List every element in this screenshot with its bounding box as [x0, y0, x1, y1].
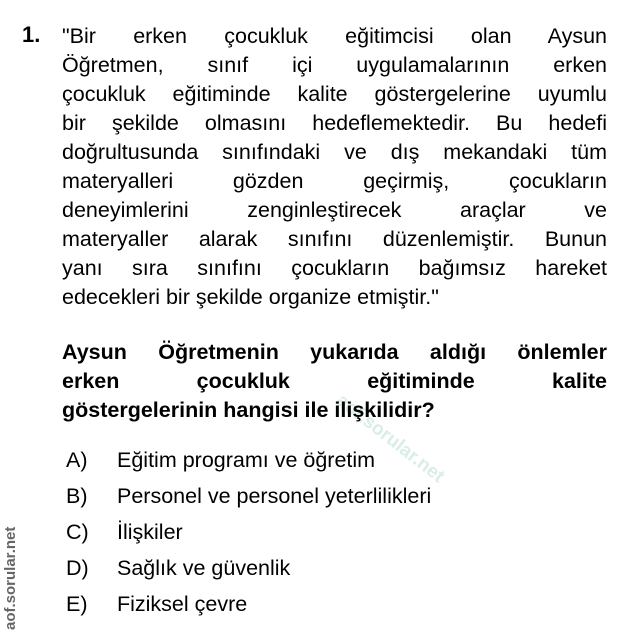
- passage-line: edecekleri bir şekilde organize etmiştir.": [62, 285, 439, 309]
- side-watermark: aof.sorular.net: [2, 526, 19, 630]
- option-text: Personel ve personel yeterlilikleri: [117, 484, 432, 508]
- passage-line: çocukluk eğitiminde kalite göstergelerine uyumlu: [62, 82, 607, 106]
- question-number: 1.: [22, 22, 41, 47]
- passage-line: bir şekilde olmasını hedeflemektedir. Bu hedefi: [62, 111, 607, 135]
- passage-line: materyalleri gözden geçirmiş, çocukların: [62, 169, 607, 193]
- option-a[interactable]: [66, 445, 431, 481]
- watermark: aof.sorular.net: [332, 390, 449, 488]
- question-line: göstergelerinin hangisi ile ilişkilidir?: [62, 398, 435, 422]
- answer-options: [66, 445, 431, 625]
- option-letter: C): [66, 520, 89, 544]
- option-text: İlişkiler: [117, 520, 183, 544]
- passage-line: deneyimlerini zenginleştirecek araçlar ve: [62, 198, 607, 222]
- question-line: erken çocukluk eğitiminde kalite: [62, 369, 607, 393]
- passage-line: Öğretmen, sınıf içi uygulamalarının erken: [62, 53, 607, 77]
- option-text: Sağlık ve güvenlik: [117, 556, 291, 580]
- passage-line: "Bir erken çocukluk eğitimcisi olan Aysun: [62, 24, 607, 48]
- option-b[interactable]: [66, 481, 431, 517]
- option-c[interactable]: [66, 517, 431, 553]
- option-letter: E): [66, 592, 88, 616]
- option-e[interactable]: [66, 589, 431, 625]
- question-stem: [62, 338, 607, 425]
- option-letter: D): [66, 556, 89, 580]
- option-letter: B): [66, 484, 88, 508]
- option-text: Fiziksel çevre: [117, 592, 248, 616]
- passage: [62, 22, 607, 312]
- option-letter: A): [66, 448, 88, 472]
- option-d[interactable]: [66, 553, 431, 589]
- question-line: Aysun Öğretmenin yukarıda aldığı önlemler: [62, 340, 607, 364]
- passage-line: yanı sıra sınıfını çocukların bağımsız hareket: [62, 256, 607, 280]
- passage-line: doğrultusunda sınıfındaki ve dış mekandaki tüm: [62, 140, 607, 164]
- passage-line: materyaller alarak sınıfını düzenlemiştir. Bunun: [62, 227, 607, 251]
- option-text: Eğitim programı ve öğretim: [117, 448, 376, 472]
